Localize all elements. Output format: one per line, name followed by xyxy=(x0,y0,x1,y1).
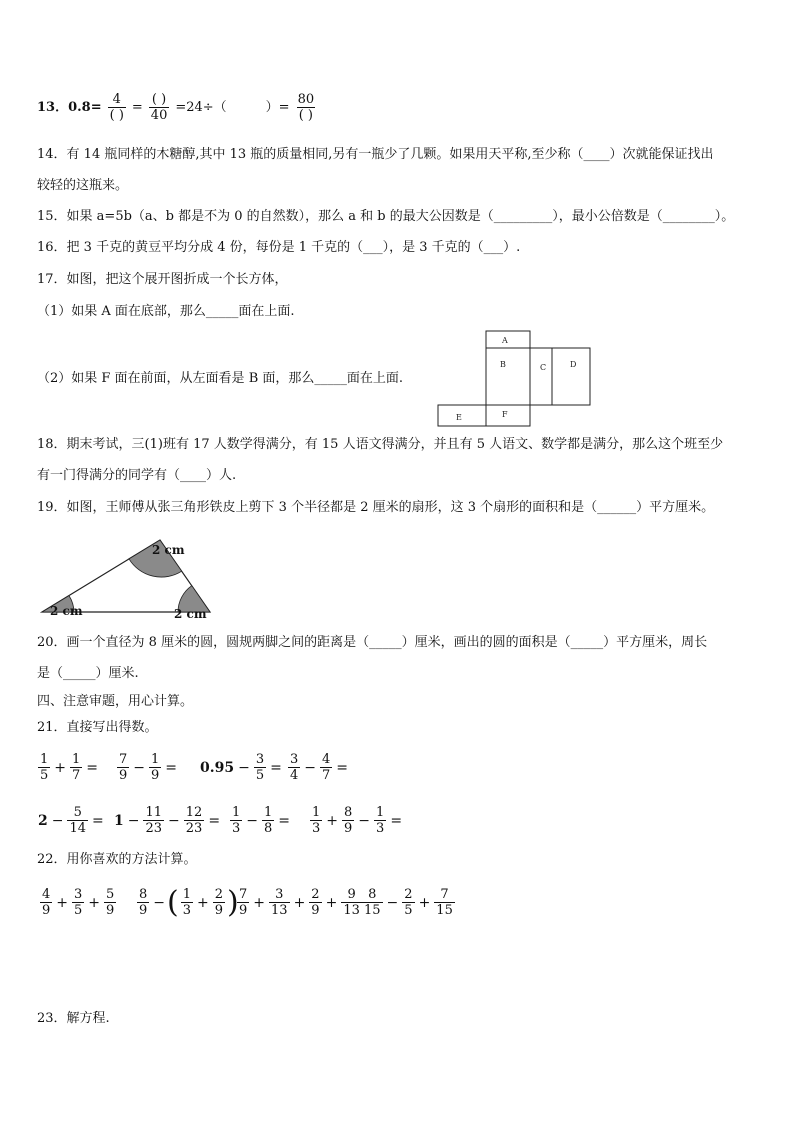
q17-title: 17．如图，把这个展开图折成一个长方体， xyxy=(37,272,288,287)
q21-r1-e2: 7 9 − $\frac{1}{9}$ = xyxy=(119,752,178,783)
q14-line2: 较轻的这瓶来。 xyxy=(37,178,129,193)
q22-e4: 8 15 − $\frac{2}{5}$ + $\frac{7}{15}$ xyxy=(364,887,453,918)
face-d-box xyxy=(552,348,590,405)
face-c-box xyxy=(530,348,552,405)
face-f-label: F xyxy=(502,410,508,419)
q19: 19．如图，王师傅从张三角形铁皮上剪下 3 个半径都是 2 厘米的扇形，这 3 个扇形的面积和是（______）平方厘米。 xyxy=(37,500,715,515)
q20-line2: 是（_____）厘米. xyxy=(37,666,139,681)
face-b-label: B xyxy=(500,360,506,369)
face-a-box xyxy=(486,331,530,348)
q16: 16．把 3 千克的黄豆平均分成 4 份，每份是 1 千克的（___），是 3 千克的（___）. xyxy=(37,240,521,255)
q13 xyxy=(37,92,318,123)
q21-r2-e1: 2 − $\frac{5}{14}$ = xyxy=(38,805,104,836)
q21-r1-e4: 3 4 − $\frac{4}{7}$ = xyxy=(290,752,349,783)
face-c-label: C xyxy=(540,363,547,372)
q13-number: 13． xyxy=(37,99,69,115)
section-4-heading: 四、注意审题，用心计算。 xyxy=(37,694,194,709)
face-a-label: A xyxy=(502,336,508,345)
q13-fraction-1: 4 ( ) xyxy=(109,92,124,123)
q20-line1: 20．画一个直径为 8 厘米的圆，圆规两脚之间的距离是（_____）厘米，画出的圆的面积是（_____）平方厘米，周长 xyxy=(37,635,708,650)
q18-line1: 18．期末考试，三(1)班有 17 人数学得满分，有 15 人语文得满分，并且有 5 人语文、数学都是满分，那么这个班至少 xyxy=(37,437,724,452)
q13-lhs: 0.8= xyxy=(68,99,102,115)
q22-title: 22．用你喜欢的方法计算。 xyxy=(37,852,197,867)
q17-part1: （1）如果 A 面在底部，那么_____面在上面. xyxy=(37,304,295,319)
q18-line2: 有一门得满分的同学有（____）人. xyxy=(37,468,237,483)
q21-title: 21．直接写出得数。 xyxy=(37,720,158,735)
q15: 15．如果 a=5b（a、b 都是不为 0 的自然数），那么 a 和 b 的最大公因数是（_________），最小公倍数是（________）。 xyxy=(37,209,735,224)
q17-part2: （2）如果 F 面在前面，从左面看是 B 面，那么_____面在上面. xyxy=(37,371,404,386)
q13-fraction-3: 80 ( ) xyxy=(297,92,315,123)
label-left-radius: 2 cm xyxy=(50,604,83,618)
triangle-sector-diagram xyxy=(36,532,216,624)
q13-eq: = xyxy=(131,99,143,115)
label-right-radius: 2 cm xyxy=(174,607,207,621)
q21-r1-e1: 1 5 + $\frac{1}{7}$ = xyxy=(40,752,99,783)
face-b-box xyxy=(486,348,530,405)
q21-r2-e2: 1 − $\frac{11}{23}$ − $\frac{12}{23}$ = xyxy=(114,805,221,836)
face-e-box xyxy=(438,405,486,426)
q21-r2-e4: 1 3 + $\frac{8}{9}$ − $\frac{1}{3}$ = xyxy=(312,805,403,836)
q22-e1: 4 9 + $\frac{3}{5}$ + $\frac{5}{9}$ xyxy=(42,887,115,918)
q14-line1: 14．有 14 瓶同样的木糖醇,其中 13 瓶的质量相同,另有一瓶少了几颗。如果用天平称,至少称（____）次就能保证找出 xyxy=(37,147,714,162)
q22-e2: 8 9 − ( 1 3 + $\frac{2}{9}$ ) xyxy=(139,884,239,920)
q13-fraction-2: ( ) 40 xyxy=(150,92,168,123)
q13-middle: =24÷（ ）= xyxy=(175,99,290,115)
cube-net-diagram xyxy=(436,330,592,428)
face-d-label: D xyxy=(570,360,577,369)
q22-e3: 7 9 + $\frac{3}{13}$ + $\frac{2}{9}$ + $\frac{9}{13}$ xyxy=(239,887,360,918)
q21-r1-e3: 0.95 − $\frac{3}{5}$ = xyxy=(200,752,282,783)
q23: 23．解方程. xyxy=(37,1011,110,1026)
q21-r2-e3: 1 3 − $\frac{1}{8}$ = xyxy=(232,805,291,836)
face-e-label: E xyxy=(456,413,462,422)
label-top-radius: 2 cm xyxy=(152,543,185,557)
face-f-box xyxy=(486,405,530,426)
